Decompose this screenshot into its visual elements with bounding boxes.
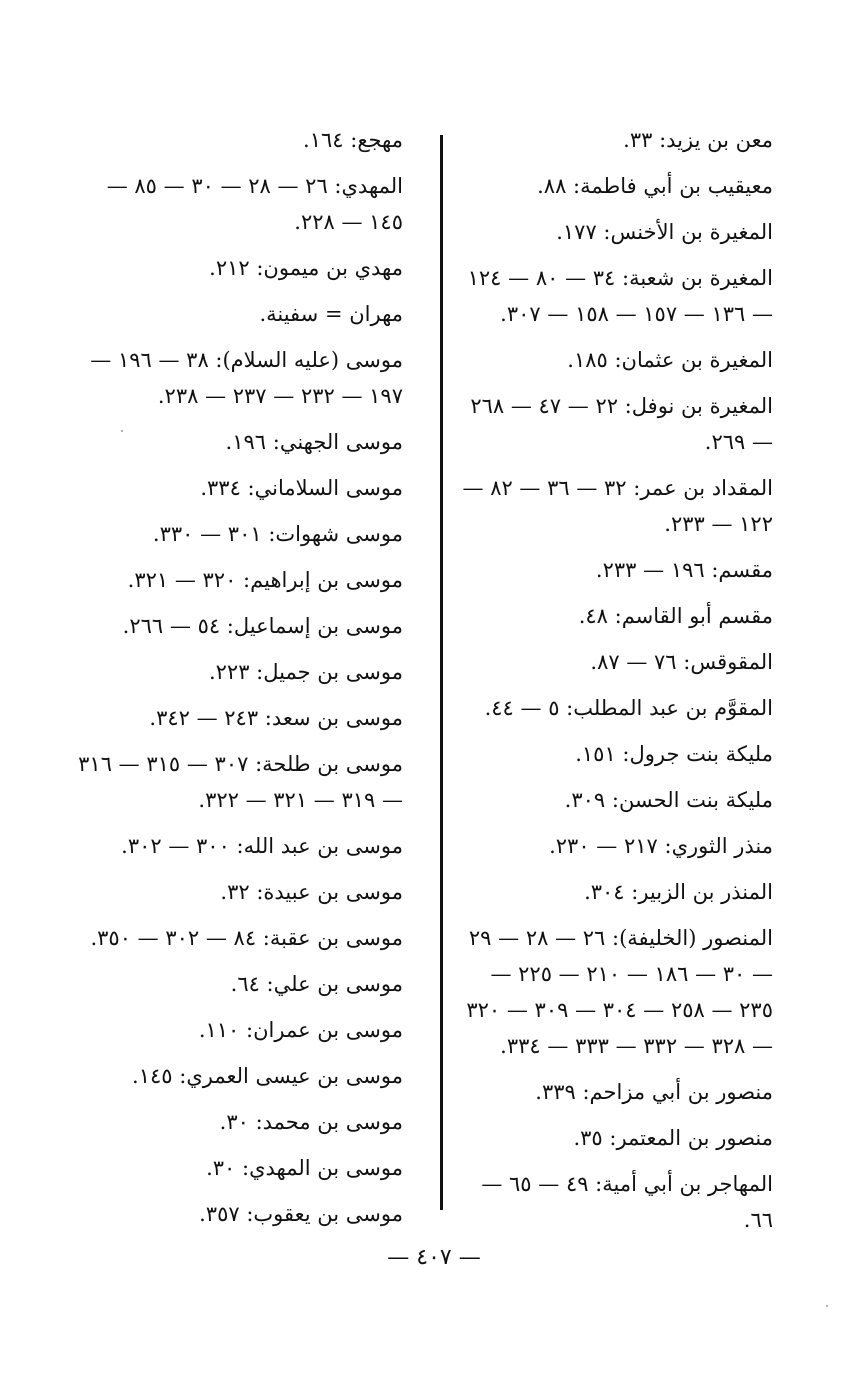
index-entry: موسى بن سعد: ٢٤٣ — ٣٤٢. — [149, 706, 403, 730]
index-entry: مقسم: ١٩٦ — ٢٣٣. — [595, 558, 773, 582]
index-entry: موسى بن المهدي: ٣٠. — [206, 1156, 403, 1180]
index-entry: منصور بن أبي مزاحم: ٣٣٩. — [535, 1080, 773, 1104]
index-entry: مقسم أبو القاسم: ٤٨. — [578, 604, 773, 628]
index-entry: موسى بن جميل: ٢٢٣. — [208, 660, 403, 684]
index-entry: موسى بن عبد الله: ٣٠٠ — ٣٠٢. — [121, 834, 403, 858]
index-entry: المغيرة بن عثمان: ١٨٥. — [567, 348, 773, 372]
index-entry: مهجع: ١٦٤. — [303, 128, 403, 152]
column-divider — [440, 135, 443, 1210]
index-entry: موسى (عليه السلام): ٣٨ — ١٩٦ — ١٩٧ — ٢٣٢ — ٢٣٧ — ٢٣٨. — [90, 348, 403, 408]
index-entry: المهاجر بن أبي أمية: ٤٩ — ٦٥ — ٦٦. — [481, 1172, 773, 1232]
index-entry: معن بن يزيد: ٣٣. — [623, 128, 773, 152]
index-entry: معيقيب بن أبي فاطمة: ٨٨. — [537, 174, 773, 198]
index-entry: المهدي: ٢٦ — ٢٨ — ٣٠ — ٨٥ — ١٤٥ — ٢٢٨. — [106, 174, 403, 234]
index-column-right — [453, 122, 773, 1248]
index-entry: موسى بن طلحة: ٣٠٧ — ٣١٥ — ٣١٦ — ٣١٩ — ٣٢١ — ٣٢٢. — [78, 752, 403, 812]
index-entry: مليكة بنت الحسن: ٣٠٩. — [564, 788, 773, 812]
index-entry: مهران = سفينة. — [259, 302, 403, 326]
index-entry: موسى الجهني: ١٩٦. — [225, 430, 403, 454]
scan-speck — [121, 430, 123, 432]
index-entry: المغيرة بن الأخنس: ١٧٧. — [556, 220, 773, 244]
index-entry: المقداد بن عمر: ٣٢ — ٣٦ — ٨٢ — ١٢٢ — ٢٣٣. — [462, 476, 773, 536]
index-entry: موسى بن عبيدة: ٣٢. — [220, 880, 403, 904]
index-entry: موسى بن إبراهيم: ٣٢٠ — ٣٢١. — [127, 568, 403, 592]
index-entry: منذر الثوري: ٢١٧ — ٢٣٠. — [549, 834, 773, 858]
index-entry: موسى بن محمد: ٣٠. — [219, 1110, 403, 1134]
index-entry: المنصور (الخليفة): ٢٦ — ٢٨ — ٢٩ — ٣٠ — ١٨٦ — ٢١٠ — ٢٢٥ — ٢٣٥ — ٢٥٨ — ٣٠٤ — ٣٠٩ — ٣٢٠ — ٣٢٨ — ٣٣٢ — ٣٣٣ — ٣٣٤. — [466, 926, 773, 1058]
index-entry: مهدي بن ميمون: ٢١٢. — [209, 256, 403, 280]
index-entry: المنذر بن الزبير: ٣٠٤. — [584, 880, 773, 904]
index-entry: موسى بن عقبة: ٨٤ — ٣٠٢ — ٣٥٠. — [90, 926, 403, 950]
index-entry: مليكة بنت جرول: ١٥١. — [575, 742, 773, 766]
index-entry: موسى شهوات: ٣٠١ — ٣٣٠. — [152, 522, 403, 546]
index-entry: موسى بن علي: ٦٤. — [230, 972, 403, 996]
index-entry: موسى بن عمران: ١١٠. — [198, 1018, 403, 1042]
index-entry: موسى بن عيسى العمري: ١٤٥. — [132, 1064, 403, 1088]
page-number: — ٤٠٧ — — [387, 1245, 481, 1270]
index-entry: المقوَّم بن عبد المطلب: ٥ — ٤٤. — [484, 696, 773, 720]
index-entry: موسى السلاماني: ٣٣٤. — [200, 476, 403, 500]
index-entry: المغيرة بن شعبة: ٣٤ — ٨٠ — ١٢٤ — ١٣٦ — ١٥٧ — ١٥٨ — ٣٠٧. — [467, 266, 773, 326]
index-entry: المغيرة بن نوفل: ٢٢ — ٤٧ — ٢٦٨ — ٢٦٩. — [470, 394, 773, 454]
scan-speck — [826, 1305, 828, 1307]
index-column-left — [68, 122, 403, 1242]
index-entry: موسى بن إسماعيل: ٥٤ — ٢٦٦. — [122, 614, 403, 638]
index-entry: المقوقس: ٧٦ — ٨٧. — [590, 650, 773, 674]
index-entry: موسى بن يعقوب: ٣٥٧. — [199, 1202, 403, 1226]
index-entry: منصور بن المعتمر: ٣٥. — [573, 1126, 773, 1150]
